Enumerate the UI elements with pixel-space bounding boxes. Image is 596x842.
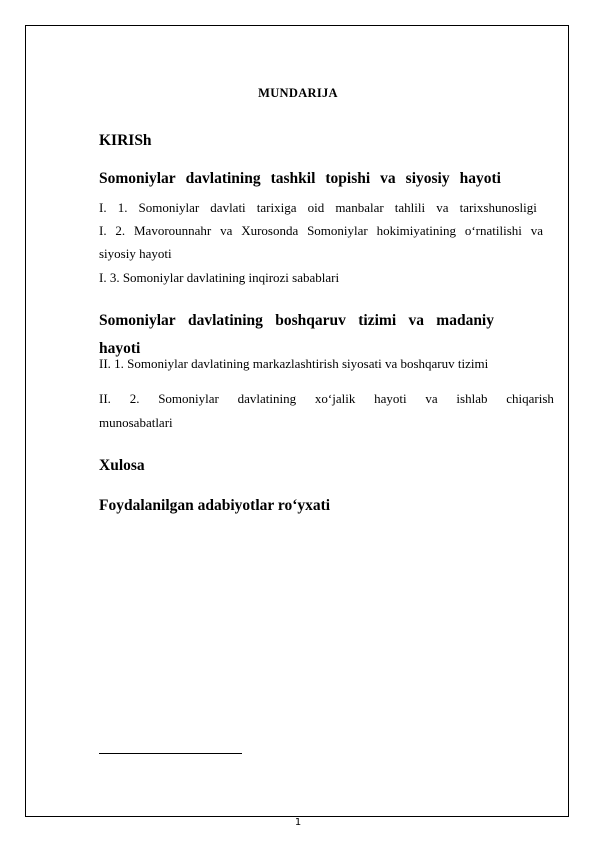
toc-section1-heading: Somoniylar davlatining tashkil topishi va siyosiy hayoti: [99, 170, 501, 187]
toc-item-1-3: I. 3. Somoniylar davlatining inqirozi sabablari: [99, 270, 340, 285]
footnote-separator: [99, 753, 242, 754]
toc-item-2-1: II. 1. Somoniylar davlatining markazlashtirish siyosati va boshqaruv tizimi: [99, 356, 489, 371]
toc-section2-heading: Somoniylar davlatining boshqaruv tizimi va madaniy: [99, 312, 494, 329]
toc-item-1-2-cont: siyosiy hayoti: [99, 246, 172, 261]
toc-section2-heading-cont: hayoti: [99, 340, 141, 357]
page-number: 1: [294, 817, 302, 828]
page-title: MUNDARIJA: [258, 86, 338, 100]
toc-item-1-2: I. 2. Mavorounnahr va Xurosonda Somoniylar hokimiyatining o‘rnatilishi va: [99, 223, 543, 238]
toc-xulosa: Xulosa: [99, 457, 145, 474]
toc-kirish: KIRISh: [99, 132, 152, 149]
toc-item-2-2: II. 2. Somoniylar davlatining xo‘jalik hayoti va ishlab chiqarish: [99, 391, 554, 406]
toc-item-2-2-cont: munosabatlari: [99, 415, 173, 430]
toc-item-1-1: I. 1. Somoniylar davlati tarixiga oid manbalar tahlili va tarixshunosligi: [99, 200, 537, 215]
toc-adabiyotlar: Foydalanilgan adabiyotlar ro‘yxati: [99, 497, 331, 514]
